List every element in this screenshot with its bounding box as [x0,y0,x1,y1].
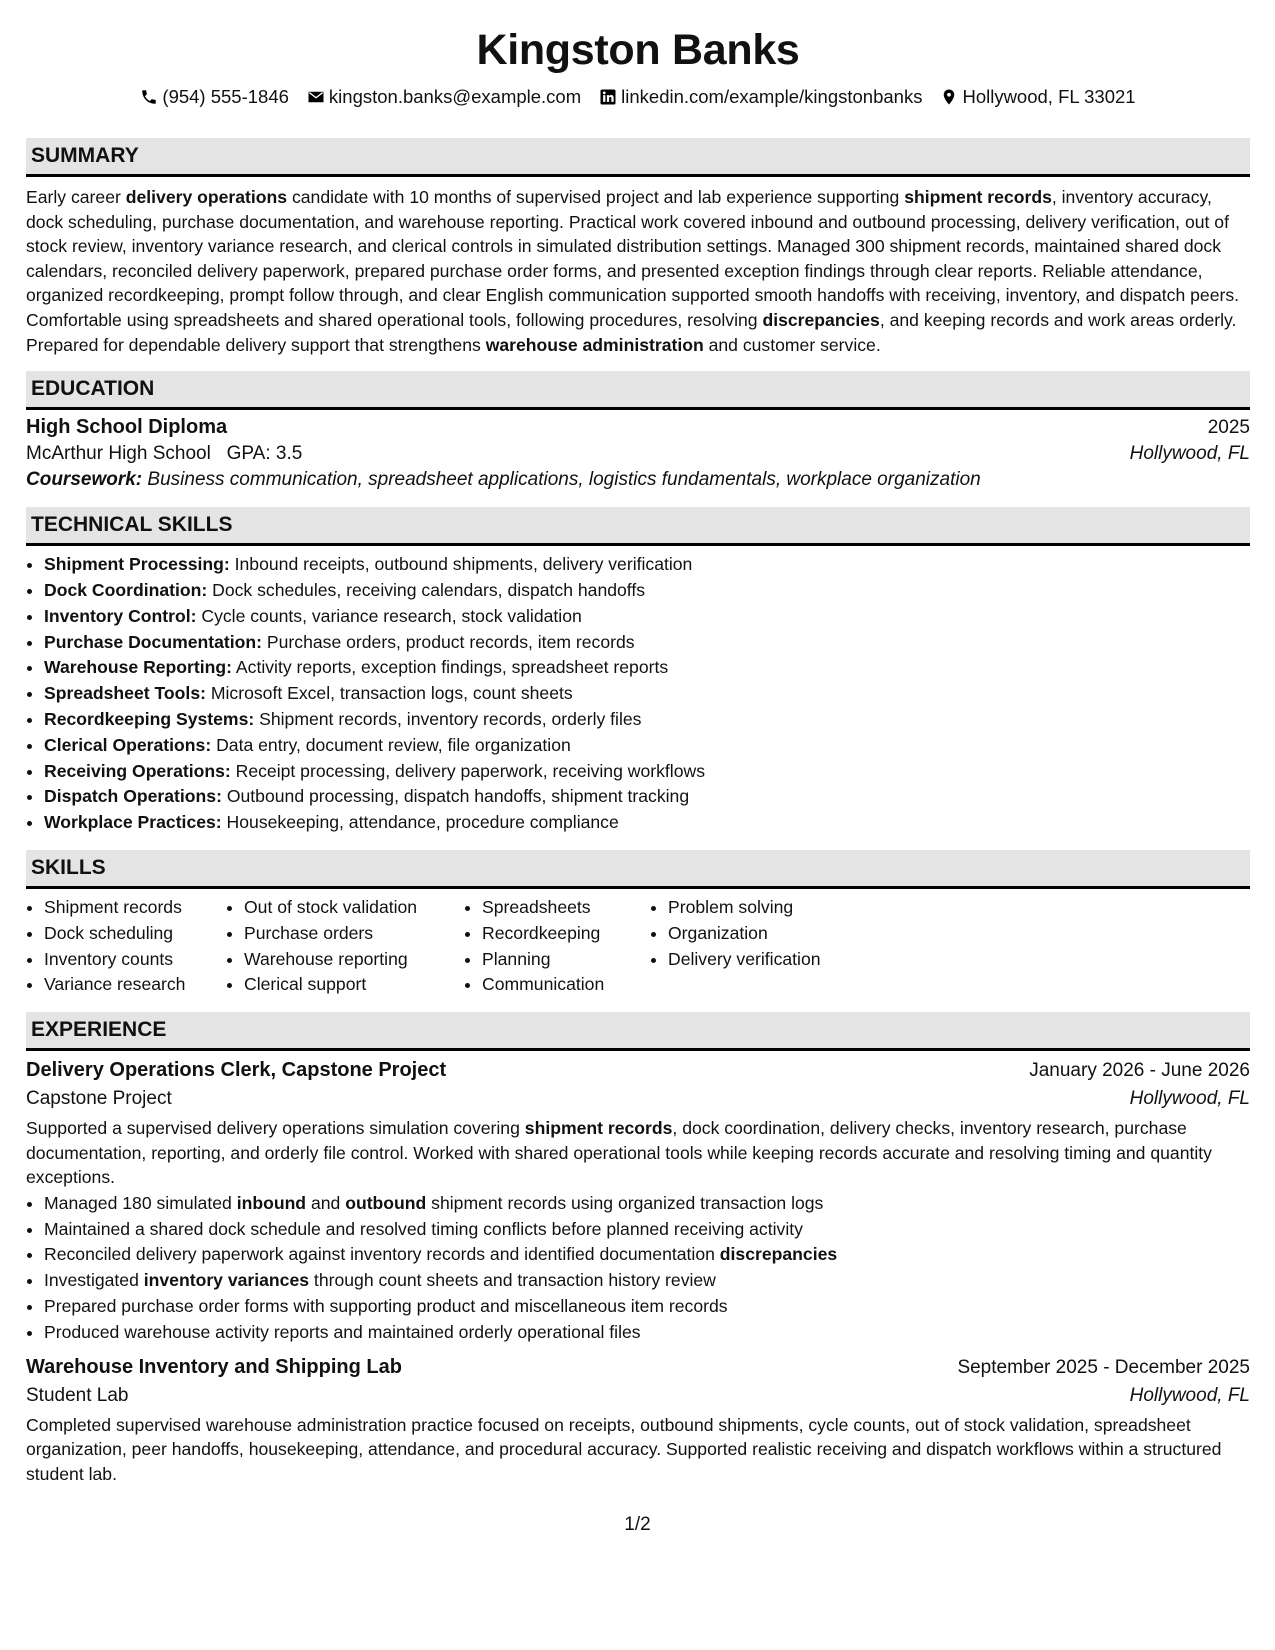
text-segment: Maintained a shared dock schedule and resolved timing conflicts before planned receiving activity [44,1218,803,1239]
skill-category: Dispatch Operations: [44,786,222,807]
skill-item: • Variance research [44,972,226,998]
contact-line [26,84,1250,110]
job-dates: September 2025 - December 2025 [957,1356,1250,1378]
text-segment: Prepared purchase order forms with supporting product and miscellaneous item records [44,1296,728,1317]
candidate-name: Kingston Banks [476,26,800,74]
job-entry [26,1059,1250,1346]
text-segment: , inventory accuracy, dock scheduling, purchase documentation, and warehouse reporting. Practical work covered inbound and outbound processing, delivery verification, out of stock review, inventory variance research, and clerical controls in simulated distribution settings. Managed 300 shipment records, maintained shared dock calendars, reconciled delivery paperwork, prepared purchase order forms, and presented exception findings through clear reports. Reliable attendance, organized recordkeeping, prompt follow through, and clear English communication supported smooth handoffs with receiving, inventory, and dispatch peers. Comfortable using spreadsheets and shared operational tools, following procedures, resolving [26,187,1240,330]
technical-skill-item [44,784,1250,810]
text-segment: and customer service. [703,334,881,355]
bold-text: outbound [345,1192,427,1213]
bold-text: discrepancies [762,309,880,330]
text-segment: candidate with 10 months of supervised project and lab experience supporting [287,187,905,207]
contact-location [940,86,1135,108]
job-location: Hollywood, FL [1129,1384,1250,1406]
skill-detail: Purchase orders, product records, item records [262,631,635,652]
technical-skill-item [44,810,1250,836]
skill-detail: Receipt processing, delivery paperwork, receiving workflows [230,760,705,781]
job-bullet [44,1268,1250,1294]
skill-item: • Organization [668,921,868,947]
job-title: Warehouse Inventory and Shipping Lab [26,1355,402,1378]
summary-heading: SUMMARY [26,138,1250,177]
skill-detail: Outbound processing, dispatch handoffs, shipment tracking [221,786,690,807]
gpa: GPA: 3.5 [226,443,303,465]
skill-category: Clerical Operations: [44,734,212,755]
page-number: 1/2 [624,1514,651,1535]
job-bullets [26,1191,1250,1346]
job-org: Student Lab [26,1384,129,1406]
skill-category: Dock Coordination: [44,579,208,600]
linkedin-icon [599,88,617,106]
phone-text: (954) 555-1846 [162,86,289,107]
job-bullet [44,1294,1250,1320]
skill-item: • Communication [482,972,650,998]
bold-text: discrepancies [719,1244,838,1265]
skill-detail: Housekeeping, attendance, procedure compliance [221,812,619,833]
job-location: Hollywood, FL [1129,1088,1250,1110]
skill-item: • Dock scheduling [44,921,226,947]
skill-category: Receiving Operations: [44,760,231,781]
skill-detail: Inbound receipts, outbound shipments, delivery verification [229,554,693,575]
skill-item: • Planning [482,947,650,973]
experience-heading: EXPERIENCE [26,1012,1250,1051]
technical-skill-item [44,655,1250,681]
technical-skill-item [44,733,1250,759]
job-bullet [44,1320,1250,1346]
job-entry [26,1356,1250,1487]
text-segment: through count sheets and transaction history review [309,1270,716,1291]
bold-text: delivery operations [125,187,288,207]
coursework [26,469,1250,491]
bold-text: inbound [236,1192,307,1213]
school-name: McArthur High School [26,443,211,465]
skill-category: Spreadsheet Tools: [44,683,206,704]
text-segment: Supported a supervised delivery operations simulation covering [26,1118,525,1139]
skills-heading: SKILLS [26,850,1250,889]
bold-text: shipment records [524,1118,673,1139]
skill-category: Recordkeeping Systems: [44,708,255,729]
text-segment: Produced warehouse activity reports and maintained orderly operational files [44,1321,641,1342]
technical-skill-item [44,630,1250,656]
technical-skill-item [44,604,1250,630]
text-segment: , and keeping records and work areas orderly. Prepared for dependable delivery support that strengthens [26,309,1237,355]
skill-category: Inventory Control: [44,605,197,626]
skill-item: • Recordkeeping [482,921,650,947]
text-segment: Completed supervised warehouse administration practice focused on receipts, outbound shipments, cycle counts, out of stock validation, spreadsheet organization, peer handoffs, housekeeping, attendance, and procedural accuracy. Supported realistic receiving and dispatch workflows within a structured student lab. [26,1414,1222,1484]
skill-category: Workplace Practices: [44,812,222,833]
skill-item: • Clerical support [244,972,464,998]
technical-skill-item [44,578,1250,604]
coursework-label: Coursework: [26,469,143,491]
job-dates: January 2026 - June 2026 [1029,1060,1250,1082]
technical-skill-item [44,552,1250,578]
degree: High School Diploma [26,416,228,439]
job-description [26,1116,1250,1190]
text-segment: Early career [26,187,126,207]
envelope-icon [307,88,325,106]
skills-column [26,895,226,998]
skill-detail: Shipment records, inventory records, orderly files [254,708,642,729]
job-bullet [44,1191,1250,1217]
technical-skills-list [26,552,1250,836]
skill-detail: Activity reports, exception findings, spreadsheet reports [232,657,669,678]
skills-column [464,895,650,998]
resume-page [26,0,1250,1486]
text-segment: and [306,1192,346,1213]
job-subheader [26,1088,1250,1110]
skill-item: • Warehouse reporting [244,947,464,973]
job-bullet [44,1217,1250,1243]
job-title: Delivery Operations Clerk, Capstone Project [26,1059,447,1082]
job-header [26,1059,1250,1082]
job-description [26,1413,1250,1487]
text-segment: , dock coordination, delivery checks, inventory research, purchase documentation, reporting, and orderly file control. Worked with shared operational tools while keeping records accurate and resolving timing and quantity exceptions. [26,1118,1212,1188]
contact-email [307,86,581,108]
job-subheader [26,1385,1250,1407]
technical-skill-item [44,759,1250,785]
skills-column [226,895,464,998]
skill-item: • Spreadsheets [482,895,650,921]
school-line [26,443,302,465]
location-text: Hollywood, FL 33021 [962,86,1136,107]
text-segment: shipment records using organized transaction logs [426,1192,824,1213]
contact-phone [140,86,289,108]
skill-category: Warehouse Reporting: [44,657,232,678]
skills-grid [26,895,1250,998]
skill-detail: Data entry, document review, file organization [211,734,571,755]
bold-text: warehouse administration [485,334,704,355]
job-org: Capstone Project [26,1088,172,1110]
education-row-2 [26,443,1250,465]
linkedin-text: linkedin.com/example/kingstonbanks [621,86,923,107]
skill-category: Shipment Processing: [44,554,230,575]
skill-category: Purchase Documentation: [44,631,263,652]
skill-item: • Delivery verification [668,947,868,973]
bold-text: shipment records [904,187,1052,207]
text-segment: Managed 180 simulated [44,1192,237,1213]
job-header [26,1356,1250,1379]
skills-column [650,895,868,998]
summary-text [26,185,1250,357]
map-marker-icon [940,88,958,106]
skill-item: • Inventory counts [44,947,226,973]
skill-detail: Microsoft Excel, transaction logs, count sheets [205,683,573,704]
coursework-text: Business communication, spreadsheet applications, logistics fundamentals, workplace organization [147,469,981,491]
text-segment: Reconciled delivery paperwork against inventory records and identified documentation [44,1244,720,1265]
school-location: Hollywood, FL [1129,443,1250,465]
contact-linkedin [599,86,922,108]
skill-detail: Cycle counts, variance research, stock validation [196,605,582,626]
education-row-1 [26,416,1250,439]
email-text: kingston.banks@example.com [328,86,582,107]
skill-detail: Dock schedules, receiving calendars, dispatch handoffs [207,579,646,600]
technical-skill-item [44,681,1250,707]
job-bullet [44,1242,1250,1268]
skill-item: • Problem solving [668,895,868,921]
technical-skills-heading: TECHNICAL SKILLS [26,507,1250,546]
technical-skill-item [44,707,1250,733]
skill-item: • Out of stock validation [244,895,464,921]
skill-item: • Shipment records [44,895,226,921]
graduation-year: 2025 [1207,417,1250,439]
phone-icon [140,88,158,106]
bold-text: inventory variances [143,1270,310,1291]
education-heading: EDUCATION [26,371,1250,410]
skill-item: • Purchase orders [244,921,464,947]
text-segment: Investigated [44,1270,144,1291]
